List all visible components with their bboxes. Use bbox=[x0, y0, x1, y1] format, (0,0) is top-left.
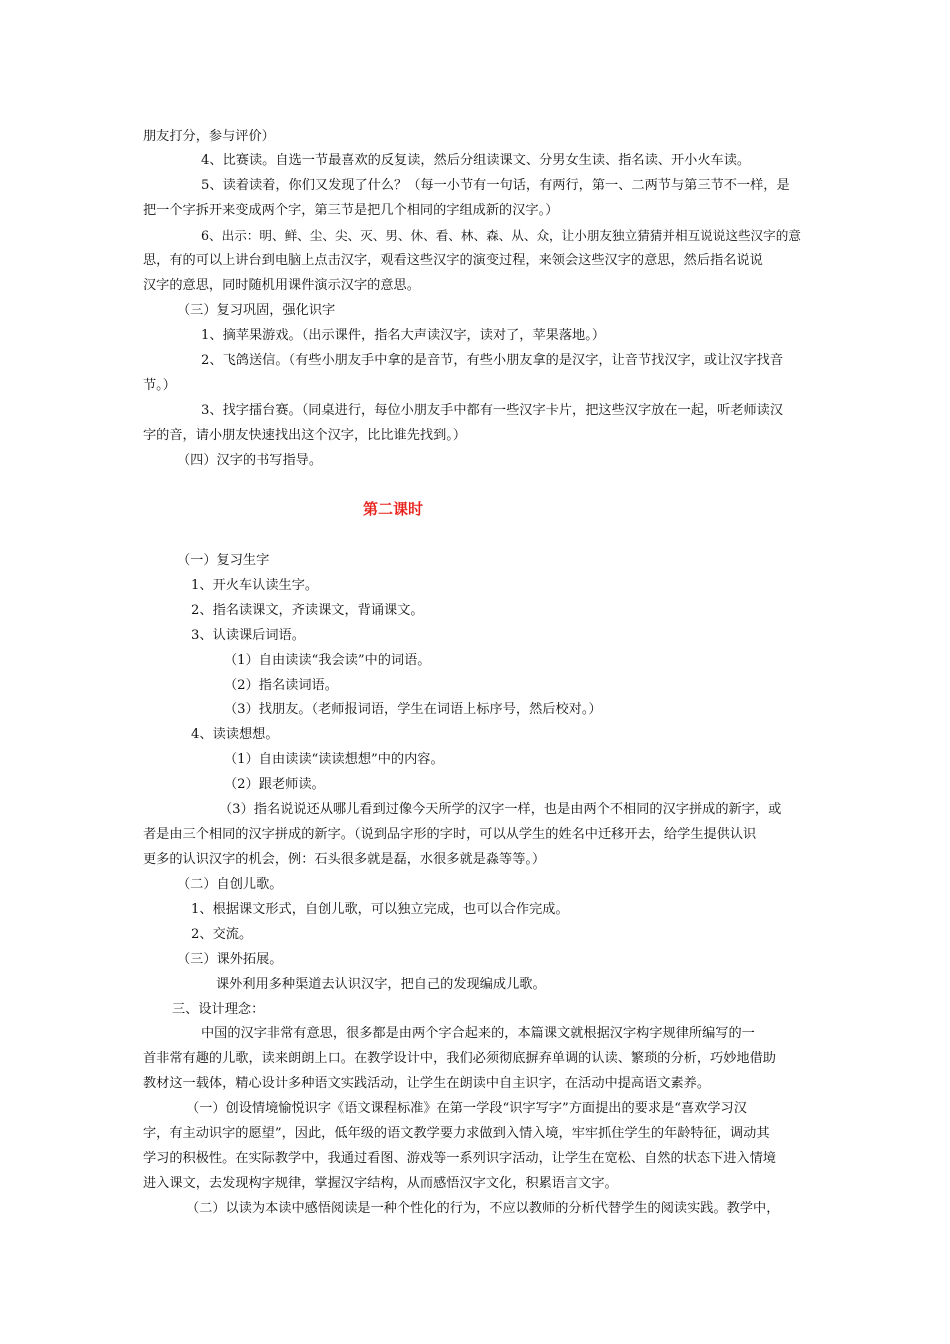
text-line: 字的音，请小朋友快速找出这个汉字，比比谁先找到。） bbox=[143, 428, 467, 443]
text-line: 教材这一载体，精心设计多种语文实践活动，让学生在朗读中自主识字，在活动中提高语文素养。 bbox=[143, 1076, 711, 1091]
text-line: 节。） bbox=[143, 378, 176, 393]
text-line: 首非常有趣的儿歌，读来朗朗上口。在教学设计中，我们必须彻底摒弃单调的认读、繁琐的分析，巧妙地借助 bbox=[143, 1051, 776, 1066]
text-line: 1、根据课文形式，自创儿歌，可以独立完成，也可以合作完成。 bbox=[191, 902, 569, 917]
text-line: 字，有主动识字的愿望”，因此，低年级的语文教学要力求做到入情入境，牢牢抓住学生的年龄特征，调动其 bbox=[143, 1126, 770, 1141]
text-line: （1）自由读读“我会读”中的词语。 bbox=[224, 653, 431, 668]
text-line: （四）汉字的书写指导。 bbox=[177, 453, 323, 468]
text-line: （3）指名说说还从哪儿看到过像今天所学的汉字一样，也是由两个不相同的汉字拼成的新字，或 bbox=[219, 802, 782, 817]
text-line: 5、读着读着，你们又发现了什么？（每一小节有一句话，有两行，第一、二两节与第三节不一样，是 bbox=[201, 178, 790, 193]
text-line: 3、找字擂台赛。（同桌进行，每位小朋友手中都有一些汉字卡片，把这些汉字放在一起，听老师读汉 bbox=[201, 403, 784, 418]
text-line: 3、认读课后词语。 bbox=[191, 628, 305, 643]
section-heading: 第二课时 bbox=[363, 500, 424, 518]
text-line: 更多的认识汉字的机会，例：石头很多就是磊，水很多就是淼等等。） bbox=[143, 852, 546, 867]
text-line: 6、出示：明、鲜、尘、尖、灭、男、休、看、林、森、从、众，让小朋友独立猜猜并相互说说这些汉字的意 bbox=[201, 228, 801, 243]
text-line: 朋友打分，参与评价） bbox=[143, 129, 275, 144]
text-line: 学习的积极性。在实际教学中，我通过看图、游戏等一系列识字活动，让学生在宽松、自然的状态下进入情境 bbox=[143, 1151, 776, 1166]
text-line: 三、设计理念： bbox=[172, 1002, 265, 1017]
text-line: 思，有的可以上讲台到电脑上点击汉字，观看这些汉字的演变过程，来领会这些汉字的意思，然后指名说说 bbox=[143, 253, 763, 268]
text-line: 2、飞鸽送信。（有些小朋友手中拿的是音节，有些小朋友拿的是汉字，让音节找汉字，或让汉字找音 bbox=[201, 353, 784, 368]
text-line: （三）课外拓展。 bbox=[177, 952, 283, 967]
text-line: 1、开火车认读生字。 bbox=[191, 578, 319, 593]
text-line: （二）以读为本读中感悟阅读是一种个性化的行为，不应以教师的分析代替学生的阅读实践。教学中， bbox=[186, 1201, 780, 1216]
text-line: 2、指名读课文，齐读课文，背诵课文。 bbox=[191, 603, 424, 618]
text-line: 把一个字拆开来变成两个字，第三节是把几个相同的字组成新的汉字。） bbox=[143, 203, 559, 218]
text-line: 者是由三个相同的汉字拼成的新字。（说到品字形的字时，可以从学生的姓名中迁移开去，给学生提供认识 bbox=[143, 827, 757, 842]
text-line: （1）自由读读“读读想想”中的内容。 bbox=[224, 752, 444, 767]
text-line: （一）创设情境愉悦识字《语文课程标准》在第一学段“识字写字”方面提出的要求是“喜欢学习汉 bbox=[186, 1101, 747, 1116]
text-line: （三）复习巩固，强化识字 bbox=[177, 303, 336, 318]
text-line: 汉字的意思，同时随机用课件演示汉字的意思。 bbox=[143, 278, 420, 293]
text-line: 2、交流。 bbox=[191, 927, 253, 942]
text-line: 4、比赛读。自选一节最喜欢的反复读，然后分组读课文、分男女生读、指名读、开小火车读。 bbox=[201, 153, 751, 168]
text-line: 课外利用多种渠道去认识汉字，把自己的发现编成儿歌。 bbox=[216, 977, 546, 992]
text-line: 1、摘苹果游戏。（出示课件，指名大声读汉字，读对了，苹果落地。） bbox=[201, 328, 605, 343]
text-line: 进入课文，去发现构字规律，掌握汉字结构，从而感悟汉字文化，积累语言文字。 bbox=[143, 1176, 618, 1191]
text-line: （二）自创儿歌。 bbox=[177, 877, 283, 892]
text-line: （3）找朋友。（老师报词语，学生在词语上标序号，然后校对。） bbox=[224, 702, 602, 717]
text-line: 4、读读想想。 bbox=[191, 727, 279, 742]
text-line: （2）跟老师读。 bbox=[224, 777, 325, 792]
text-line: （2）指名读词语。 bbox=[224, 678, 338, 693]
text-line: （一）复习生字 bbox=[177, 553, 270, 568]
text-line: 中国的汉字非常有意思，很多都是由两个字合起来的，本篇课文就根据汉字构字规律所编写的一 bbox=[201, 1026, 755, 1041]
